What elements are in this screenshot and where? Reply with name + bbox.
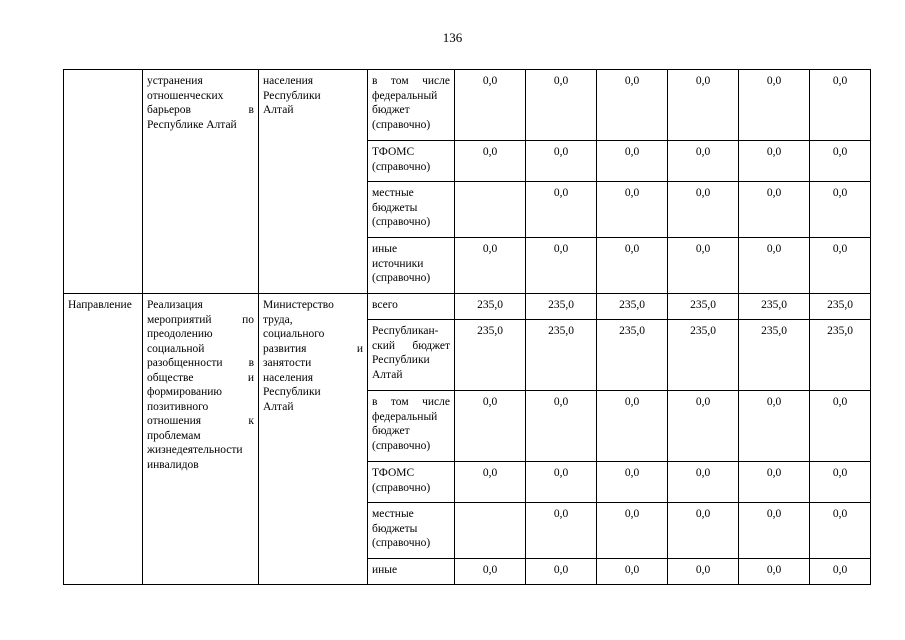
table-row [64,70,871,141]
measure-cell-line: Реализация [147,299,203,311]
value-cell: 235,0 [739,294,810,320]
budget-table [63,69,871,585]
value-cell: 0,0 [739,70,810,141]
measure-cell-line: инвалидов [147,458,199,471]
value-cell: 0,0 [810,70,871,141]
value-cell: 0,0 [810,238,871,294]
value-cell: 0,0 [739,462,810,503]
funding-source-cell: Республикан-ский бюджет Республики Алтай [368,320,455,391]
value-cell: 0,0 [597,391,668,462]
measure-cell-line: барьеров в [147,104,254,116]
value-cell: 0,0 [597,238,668,294]
value-cell: 235,0 [455,294,526,320]
value-cell: 235,0 [739,320,810,391]
value-cell: 0,0 [810,391,871,462]
value-cell: 0,0 [668,559,739,585]
value-cell: 0,0 [597,70,668,141]
measure-cell-line: формированию [147,386,222,398]
measure-cell-line: мероприятий по [147,313,254,326]
value-cell: 0,0 [668,141,739,182]
measure-cell [143,70,259,294]
executor-cell-line: Республики [263,89,321,102]
value-cell: 0,0 [739,238,810,294]
value-cell: 0,0 [455,141,526,182]
value-cell: 235,0 [597,294,668,320]
value-cell [455,182,526,238]
funding-source-cell: местные бюджеты (справочно) [368,182,455,238]
value-cell: 0,0 [739,503,810,559]
funding-source-cell: всего [368,294,455,320]
funding-source-cell: иные [368,559,455,585]
measure-cell-line: разобщенности в [147,357,254,369]
measure-cell-line: преодолению [147,328,213,340]
measure-cell-line: устранения [147,75,203,87]
funding-source-cell: ТФОМС (справочно) [368,462,455,503]
value-cell: 235,0 [810,320,871,391]
measure-cell-line: отношения к [147,415,254,427]
value-cell [455,503,526,559]
value-cell: 0,0 [810,141,871,182]
value-cell: 235,0 [810,294,871,320]
value-cell: 0,0 [455,391,526,462]
value-cell: 0,0 [810,559,871,585]
executor-cell-line: населения [263,75,314,87]
value-cell: 0,0 [739,391,810,462]
funding-source-cell: иные источники (справочно) [368,238,455,294]
value-cell: 0,0 [668,182,739,238]
measure-cell-line: Республике Алтай [147,118,237,131]
executor-cell [259,294,368,585]
value-cell: 0,0 [810,182,871,238]
executor-cell-line: занятости [263,357,312,369]
value-cell: 0,0 [668,238,739,294]
executor-cell-line: Министерство [263,299,334,311]
measure-cell-line: отношенческих [147,89,224,102]
value-cell: 0,0 [739,559,810,585]
table-row [64,294,871,320]
measure-cell-line: обществе и [147,371,254,384]
value-cell: 0,0 [668,462,739,503]
measure-cell-line: жизнедеятельности [147,444,243,456]
funding-source-cell: в том числе федеральный бюджет (справочно) [368,70,455,141]
measure-cell-line: позитивного [147,400,209,413]
value-cell: 0,0 [526,182,597,238]
measure-cell-line: проблемам [147,429,201,442]
executor-cell-line: Алтай [263,400,294,413]
funding-source-cell: в том числе федеральный бюджет (справочно) [368,391,455,462]
value-cell: 0,0 [526,462,597,503]
value-cell: 0,0 [526,238,597,294]
value-cell: 235,0 [668,294,739,320]
executor-cell-line: Алтай [263,104,294,116]
value-cell: 0,0 [455,238,526,294]
value-cell: 0,0 [668,70,739,141]
value-cell: 0,0 [597,462,668,503]
page-number: 136 [442,30,463,45]
executor-cell [259,70,368,294]
value-cell: 0,0 [597,182,668,238]
funding-source-cell: местные бюджеты (справочно) [368,503,455,559]
value-cell: 235,0 [668,320,739,391]
type-cell: Направление [64,294,143,585]
value-cell: 235,0 [597,320,668,391]
value-cell: 0,0 [597,503,668,559]
executor-cell-line: населения [263,371,314,384]
value-cell: 0,0 [526,141,597,182]
value-cell: 0,0 [597,559,668,585]
value-cell: 0,0 [739,141,810,182]
value-cell: 0,0 [668,391,739,462]
value-cell: 0,0 [597,141,668,182]
executor-cell-line: Республики [263,386,321,398]
value-cell: 0,0 [455,70,526,141]
measure-cell [143,294,259,585]
measure-cell-line: социальной [147,342,205,355]
executor-cell-line: развития и [263,342,363,355]
funding-source-cell: ТФОМС (справочно) [368,141,455,182]
value-cell: 0,0 [526,503,597,559]
value-cell: 0,0 [455,462,526,503]
value-cell: 0,0 [739,182,810,238]
value-cell: 235,0 [455,320,526,391]
value-cell: 0,0 [810,503,871,559]
value-cell: 0,0 [526,70,597,141]
value-cell: 0,0 [455,559,526,585]
value-cell: 235,0 [526,320,597,391]
value-cell: 235,0 [526,294,597,320]
value-cell: 0,0 [526,559,597,585]
type-cell [64,70,143,294]
value-cell: 0,0 [668,503,739,559]
executor-cell-line: труда, [263,313,293,326]
executor-cell-line: социального [263,328,325,340]
value-cell: 0,0 [526,391,597,462]
value-cell: 0,0 [810,462,871,503]
